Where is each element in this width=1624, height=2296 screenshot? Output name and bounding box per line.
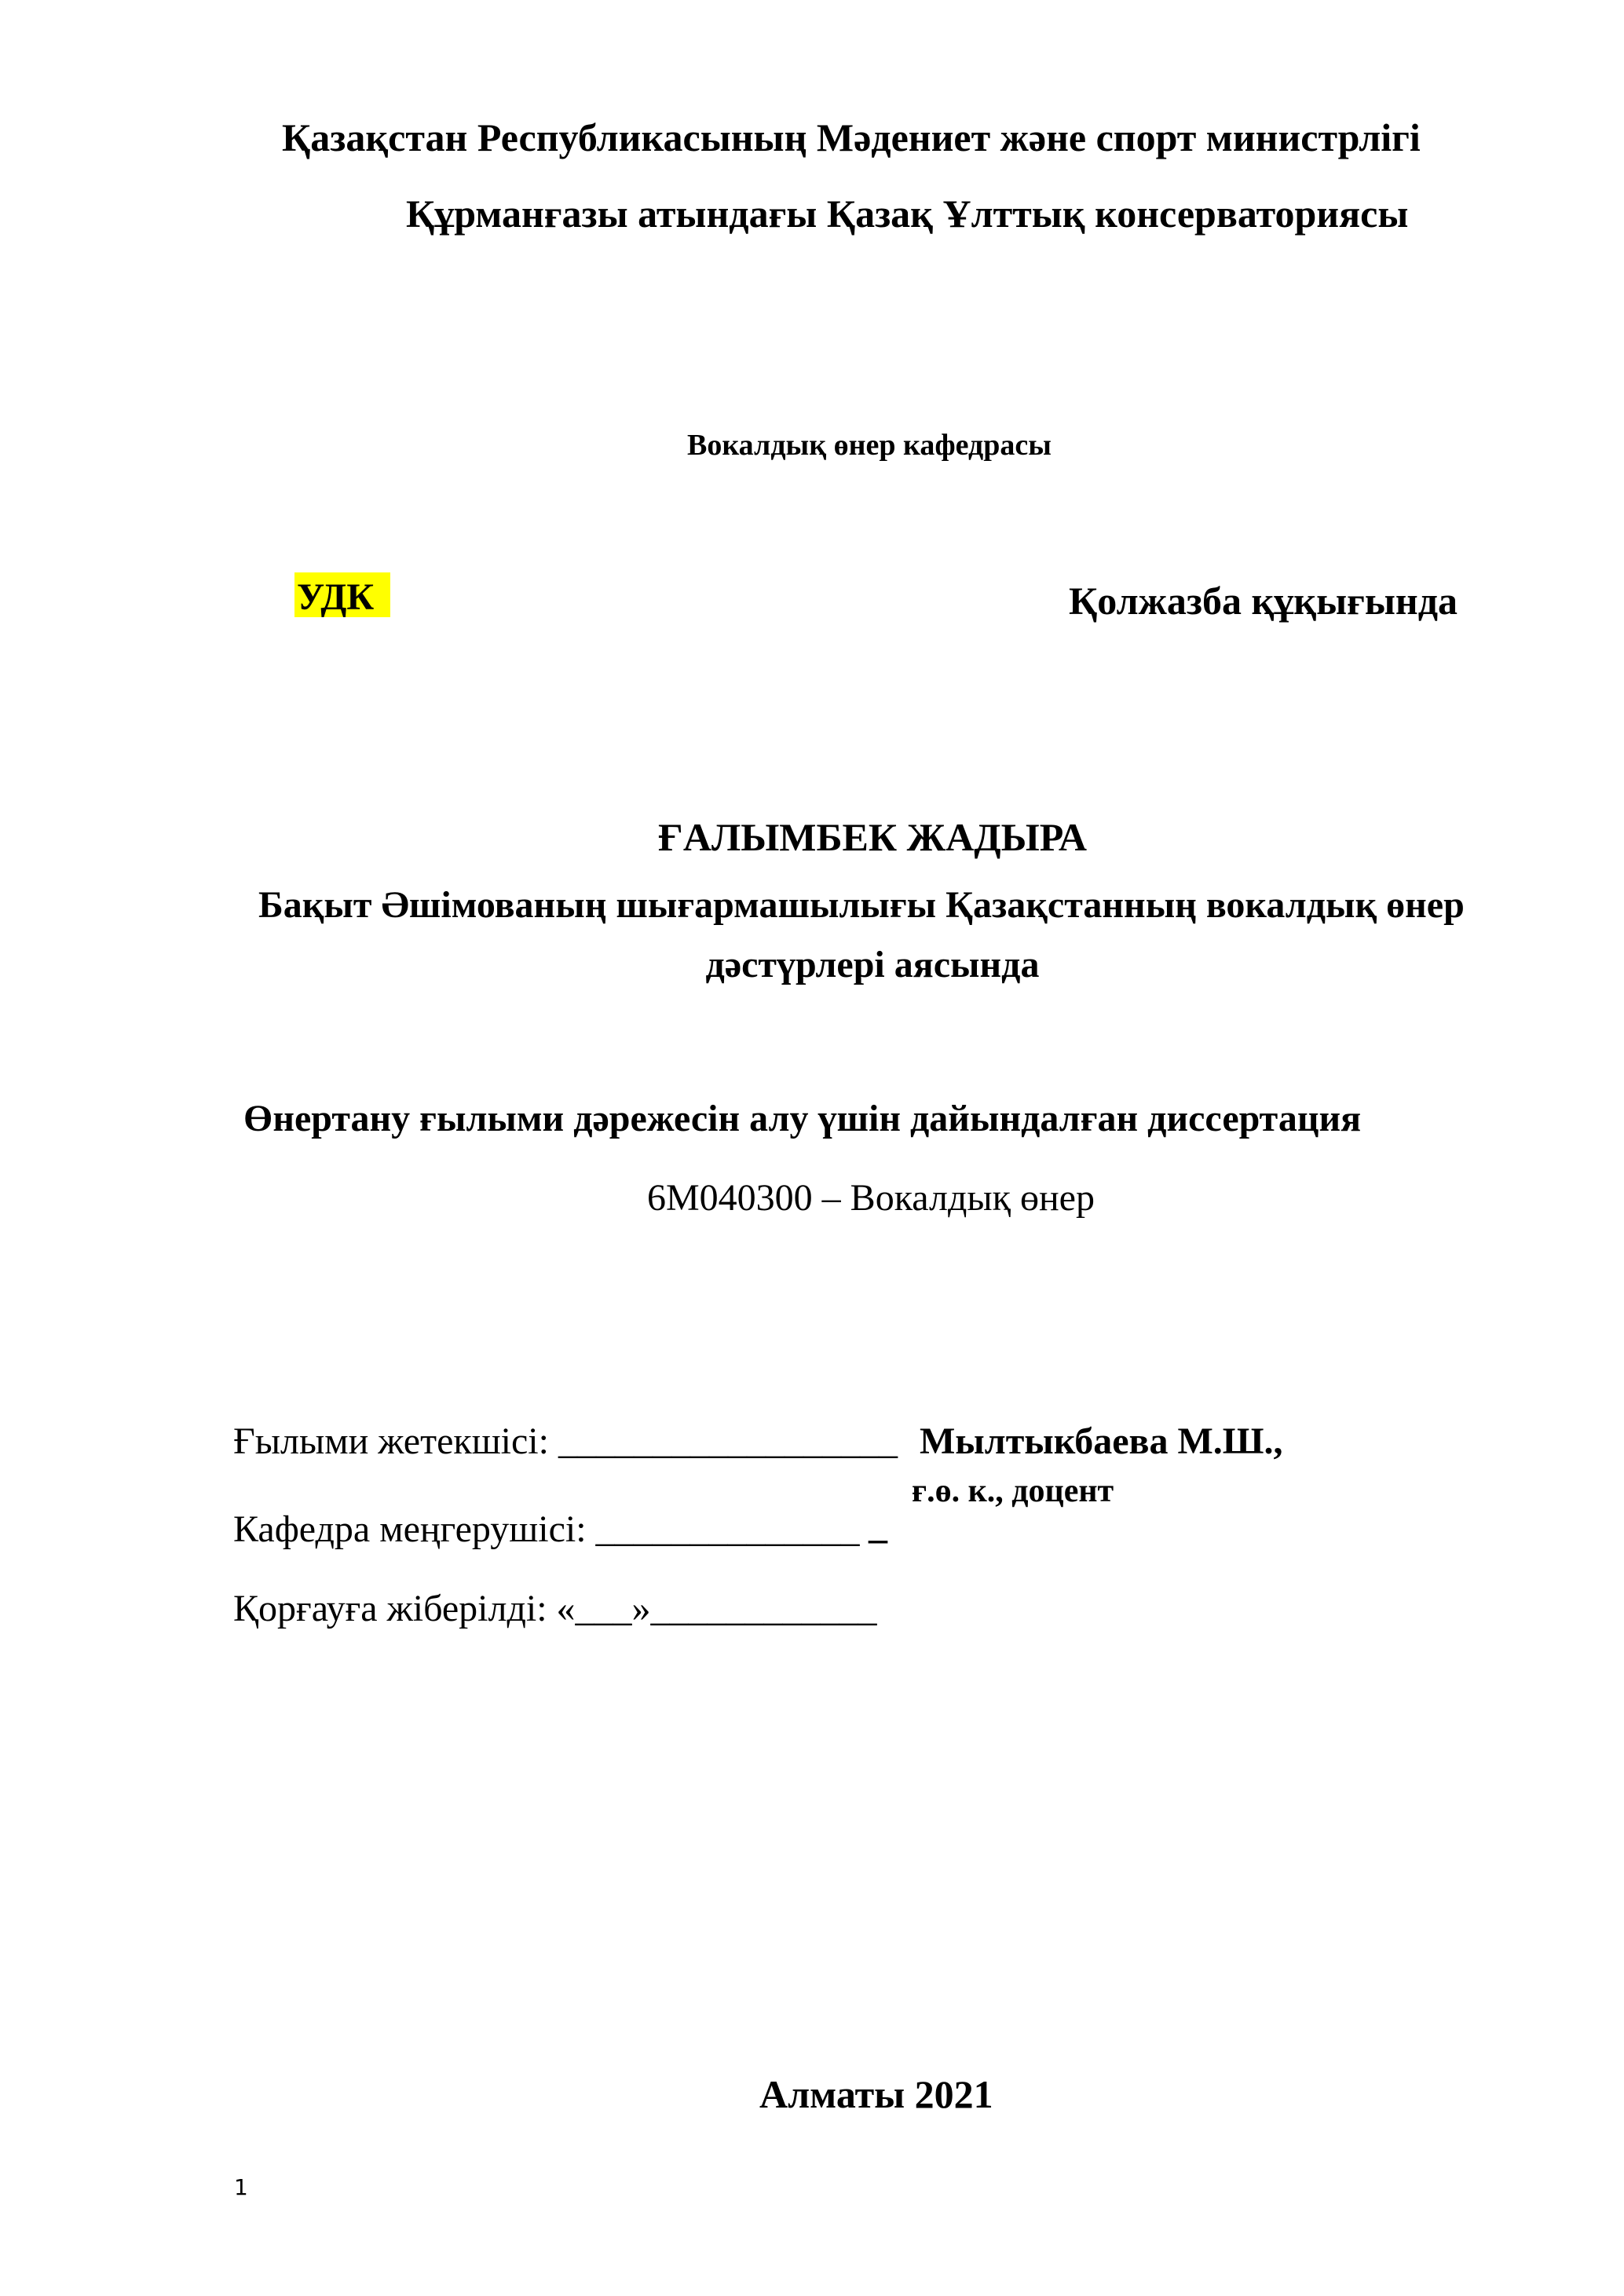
author-name: ҒАЛЫМБЕК ЖАДЫРА — [658, 815, 1087, 859]
ministry-heading: Қазақстан Республикасының Мәдениет және спорт министрлігі — [282, 115, 1421, 159]
supervisor-label[interactable]: Ғылыми жетекшісі: __________________ — [233, 1420, 898, 1462]
thesis-title-line-1: Бақыт Әшімованың шығармашылығы Қазақстанның вокалдық өнер — [258, 884, 1465, 926]
department-head-label[interactable]: Кафедра меңгерушісі: ______________ — [233, 1508, 860, 1550]
department-heading: Вокалдық өнер кафедрасы — [687, 429, 1052, 462]
supervisor-name: Мылтыкбаева М.Ш., — [920, 1420, 1283, 1462]
department-head-trailing: _ — [869, 1505, 887, 1547]
page-number: 1 — [234, 2174, 248, 2200]
institution-heading: Құрманғазы атындағы Қазақ Ұлттық консерваториясы — [406, 192, 1409, 236]
specialty-code: 6М040300 – Вокалдық өнер — [647, 1177, 1095, 1219]
defense-approval-label[interactable]: Қорғауға жіберілді: «___»____________ — [233, 1588, 877, 1629]
supervisor-title: ғ.ө. к., доцент — [912, 1473, 1114, 1509]
degree-statement: Өнертану ғылыми дәрежесін алу үшін дайындалған диссертация — [243, 1098, 1362, 1139]
thesis-title-line-2: дәстүрлері аясында — [705, 944, 1040, 985]
city-year: Алматы 2021 — [759, 2072, 993, 2116]
udk-label: УДК — [297, 576, 375, 618]
manuscript-rights: Қолжазба құқығында — [1069, 579, 1458, 623]
